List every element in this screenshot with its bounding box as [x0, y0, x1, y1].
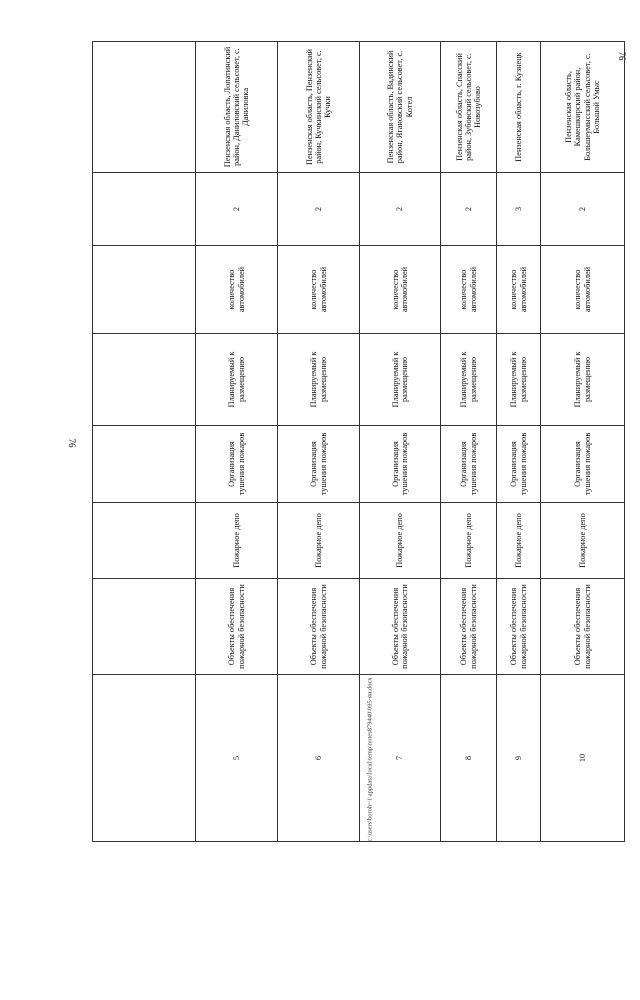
empty-cell	[93, 579, 196, 675]
row-number: 6	[278, 675, 360, 842]
object-status: Планируемый к размещению	[441, 334, 497, 426]
object-location: Пензенская область, Камешкирский район, Большеумысский сельсовет, с. Большой Умыс	[541, 42, 625, 173]
object-unit: количество автомобилей	[360, 246, 441, 334]
object-category: Объекты обеспечения пожарной безопасности	[441, 579, 497, 675]
row-number: 10	[541, 675, 625, 842]
empty-cell	[93, 173, 196, 246]
object-unit: количество автомобилей	[278, 246, 360, 334]
object-name: Пожарное депо	[360, 503, 441, 579]
object-name: Пожарное депо	[541, 503, 625, 579]
object-unit: количество автомобилей	[497, 246, 541, 334]
object-unit: количество автомобилей	[541, 246, 625, 334]
row-number: 7	[360, 675, 441, 842]
empty-cell	[93, 426, 196, 503]
object-value: 2	[360, 173, 441, 246]
object-value: 2	[541, 173, 625, 246]
object-status: Планируемый к размещению	[541, 334, 625, 426]
object-value: 2	[278, 173, 360, 246]
object-status: Планируемый к размещению	[497, 334, 541, 426]
object-category: Объекты обеспечения пожарной безопасности	[497, 579, 541, 675]
row-number: 5	[196, 675, 278, 842]
object-purpose: Организация тушения пожаров	[360, 426, 441, 503]
object-value: 2	[196, 173, 278, 246]
object-location: Пензенская область, Пензенский район, Кучкинский сельсовет, с. Кучки	[278, 42, 360, 173]
table-row-empty	[93, 42, 196, 842]
object-category: Объекты обеспечения пожарной безопасности	[278, 579, 360, 675]
table-row	[360, 42, 441, 842]
object-location: Пензенская область, Спасский район, Зубовский сельсовет, с. Новозубово	[441, 42, 497, 173]
rotated-table-wrapper	[92, 42, 601, 842]
planned-objects-table	[92, 41, 625, 842]
object-location: Пензенская область, Лопатинский район, Даниловский сельсовет, с. Даниловка	[196, 42, 278, 173]
object-unit: количество автомобилей	[441, 246, 497, 334]
object-name: Пожарное депо	[196, 503, 278, 579]
table-container	[92, 42, 601, 842]
table-row	[196, 42, 278, 842]
object-name: Пожарное депо	[497, 503, 541, 579]
object-value: 2	[441, 173, 497, 246]
empty-cell	[93, 334, 196, 426]
object-unit: количество автомобилей	[196, 246, 278, 334]
table-row	[497, 42, 541, 842]
page-number: 76	[67, 438, 77, 448]
empty-cell	[93, 246, 196, 334]
object-location: Пензенская область, Вадинский район, Ягановский сельсовет, с. Котел	[360, 42, 441, 173]
object-purpose: Организация тушения пожаров	[541, 426, 625, 503]
object-category: Объекты обеспечения пожарной безопасности	[360, 579, 441, 675]
empty-cell	[93, 503, 196, 579]
object-category: Объекты обеспечения пожарной безопасности	[541, 579, 625, 675]
object-category: Объекты обеспечения пожарной безопасности	[196, 579, 278, 675]
object-purpose: Организация тушения пожаров	[278, 426, 360, 503]
row-number: 9	[497, 675, 541, 842]
object-purpose: Организация тушения пожаров	[196, 426, 278, 503]
object-status: Планируемый к размещению	[196, 334, 278, 426]
row-number: 8	[441, 675, 497, 842]
object-name: Пожарное депо	[278, 503, 360, 579]
object-status: Планируемый к размещению	[360, 334, 441, 426]
object-purpose: Организация тушения пожаров	[441, 426, 497, 503]
object-value: 3	[497, 173, 541, 246]
empty-cell	[93, 42, 196, 173]
object-location: Пензенская область, г. Кузнецк	[497, 42, 541, 173]
file-path-text: c:\users\boroh~1\appdata\local\temp\notes879440\095-ян.docx	[366, 677, 374, 842]
empty-cell	[93, 675, 196, 842]
object-name: Пожарное депо	[441, 503, 497, 579]
object-status: Планируемый к размещению	[278, 334, 360, 426]
object-purpose: Организация тушения пожаров	[497, 426, 541, 503]
page-number-top: 76	[617, 51, 627, 61]
table-row	[541, 42, 625, 842]
table-row	[278, 42, 360, 842]
table-row	[441, 42, 497, 842]
